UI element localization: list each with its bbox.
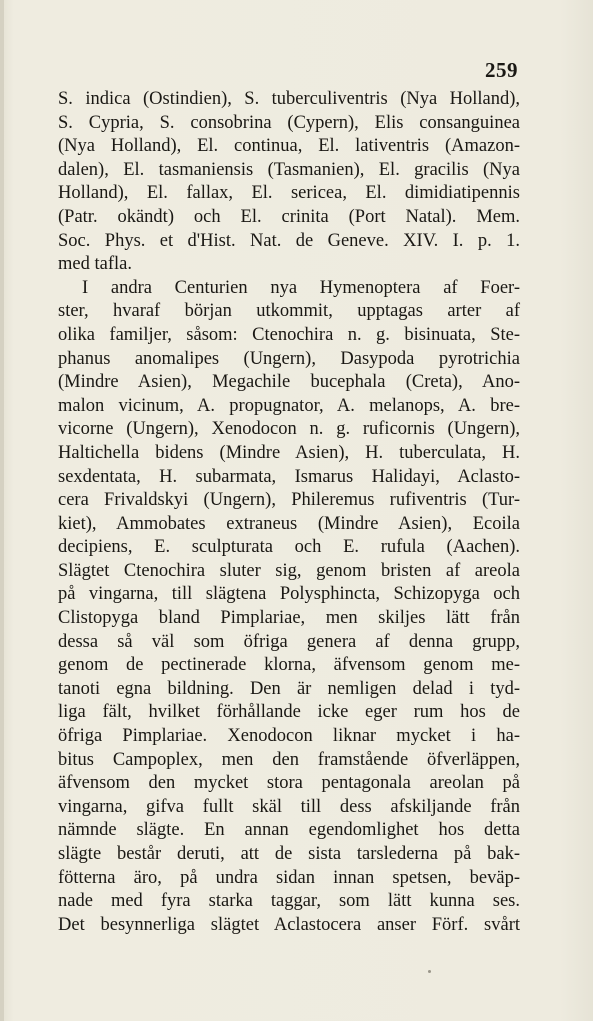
text-line: Haltichella bidens (Mindre Asien), H. tuberculata, H. (58, 442, 520, 463)
text-line: genom de pectinerade klorna, äfvensom genom me- (58, 655, 520, 676)
text-line: Det besynnerliga slägtet Aclastocera anser Förf. svårt (58, 914, 520, 935)
text-line: olika familjer, såsom: Ctenochira n. g. bisinuata, Ste- (58, 324, 520, 345)
text-line: dalen), El. tasmaniensis (Tasmanien), El. gracilis (Nya (58, 159, 520, 180)
text-line: Soc. Phys. et d'Hist. Nat. de Geneve. XIV. I. p. 1. (58, 230, 520, 251)
text-line: (Mindre Asien), Megachile bucephala (Creta), Ano- (58, 372, 520, 393)
text-line: dessa så väl som öfriga genera af denna grupp, (58, 631, 520, 652)
text-line: phanus anomalipes (Ungern), Dasypoda pyrotrichia (58, 348, 520, 369)
text-line: decipiens, E. sculpturata och E. rufula (Aachen). (58, 537, 520, 558)
text-line: malon vicinum, A. propugnator, A. melanops, A. bre- (58, 395, 520, 416)
text-line: med tafla. (58, 254, 132, 275)
text-line: nämnde slägte. En annan egendomlighet hos detta (58, 820, 520, 841)
text-line: S. Cypria, S. consobrina (Cypern), Elis consanguinea (58, 112, 520, 133)
paragraph-start-line: I andra Centurien nya Hymenoptera af Foer- (82, 277, 520, 298)
text-line: (Nya Holland), El. continua, El. lativentris (Amazon- (58, 136, 520, 157)
paper-speck (428, 970, 431, 973)
text-line: sexdentata, H. subarmata, Ismarus Halidayi, Aclasto- (58, 466, 520, 487)
text-line: (Patr. okändt) och El. crinita (Port Natal). Mem. (58, 206, 520, 227)
body-text (58, 88, 520, 937)
text-line: fötterna äro, på undra sidan innan spetsen, beväp- (58, 867, 520, 888)
page-gutter-edge (0, 0, 4, 1021)
text-line: ster, hvaraf början utkommit, upptagas arter af (58, 301, 520, 322)
text-line: öfriga Pimplariae. Xenodocon liknar mycket i ha- (58, 726, 520, 747)
text-line: Clistopyga bland Pimplariae, men skiljes lätt från (58, 608, 520, 629)
text-line: vingarna, gifva fullt skäl till dess afskiljande från (58, 796, 520, 817)
text-line: vicorne (Ungern), Xenodocon n. g. ruficornis (Ungern), (58, 419, 520, 440)
text-line: äfvensom den mycket stora pentagonala areolan på (58, 773, 520, 794)
text-line: Holland), El. fallax, El. sericea, El. dimidiatipennis (58, 183, 520, 204)
text-line: slägte består deruti, att de sista tarslederna på bak- (58, 844, 520, 864)
text-line: Slägtet Ctenochira sluter sig, genom bristen af areola (58, 560, 520, 581)
text-line: tanoti egna bildning. Den är nemligen delad i tyd- (58, 678, 520, 699)
text-line: kiet), Ammobates extraneus (Mindre Asien), Ecoila (58, 513, 520, 534)
page-number: 259 (485, 58, 518, 82)
text-line: på vingarna, till slägtena Polysphincta, Schizopyga och (58, 584, 520, 605)
text-line: nade med fyra starka taggar, som lätt kunna ses. (58, 891, 520, 912)
text-line: cera Frivaldskyi (Ungern), Phileremus rufiventris (Tur- (58, 490, 520, 511)
text-line: S. indica (Ostindien), S. tuberculiventris (Nya Holland), (58, 89, 520, 109)
text-line: bitus Campoplex, men den framstående öfverläppen, (58, 749, 520, 770)
text-line: liga fält, hvilket förhållande icke eger rum hos de (58, 702, 520, 723)
